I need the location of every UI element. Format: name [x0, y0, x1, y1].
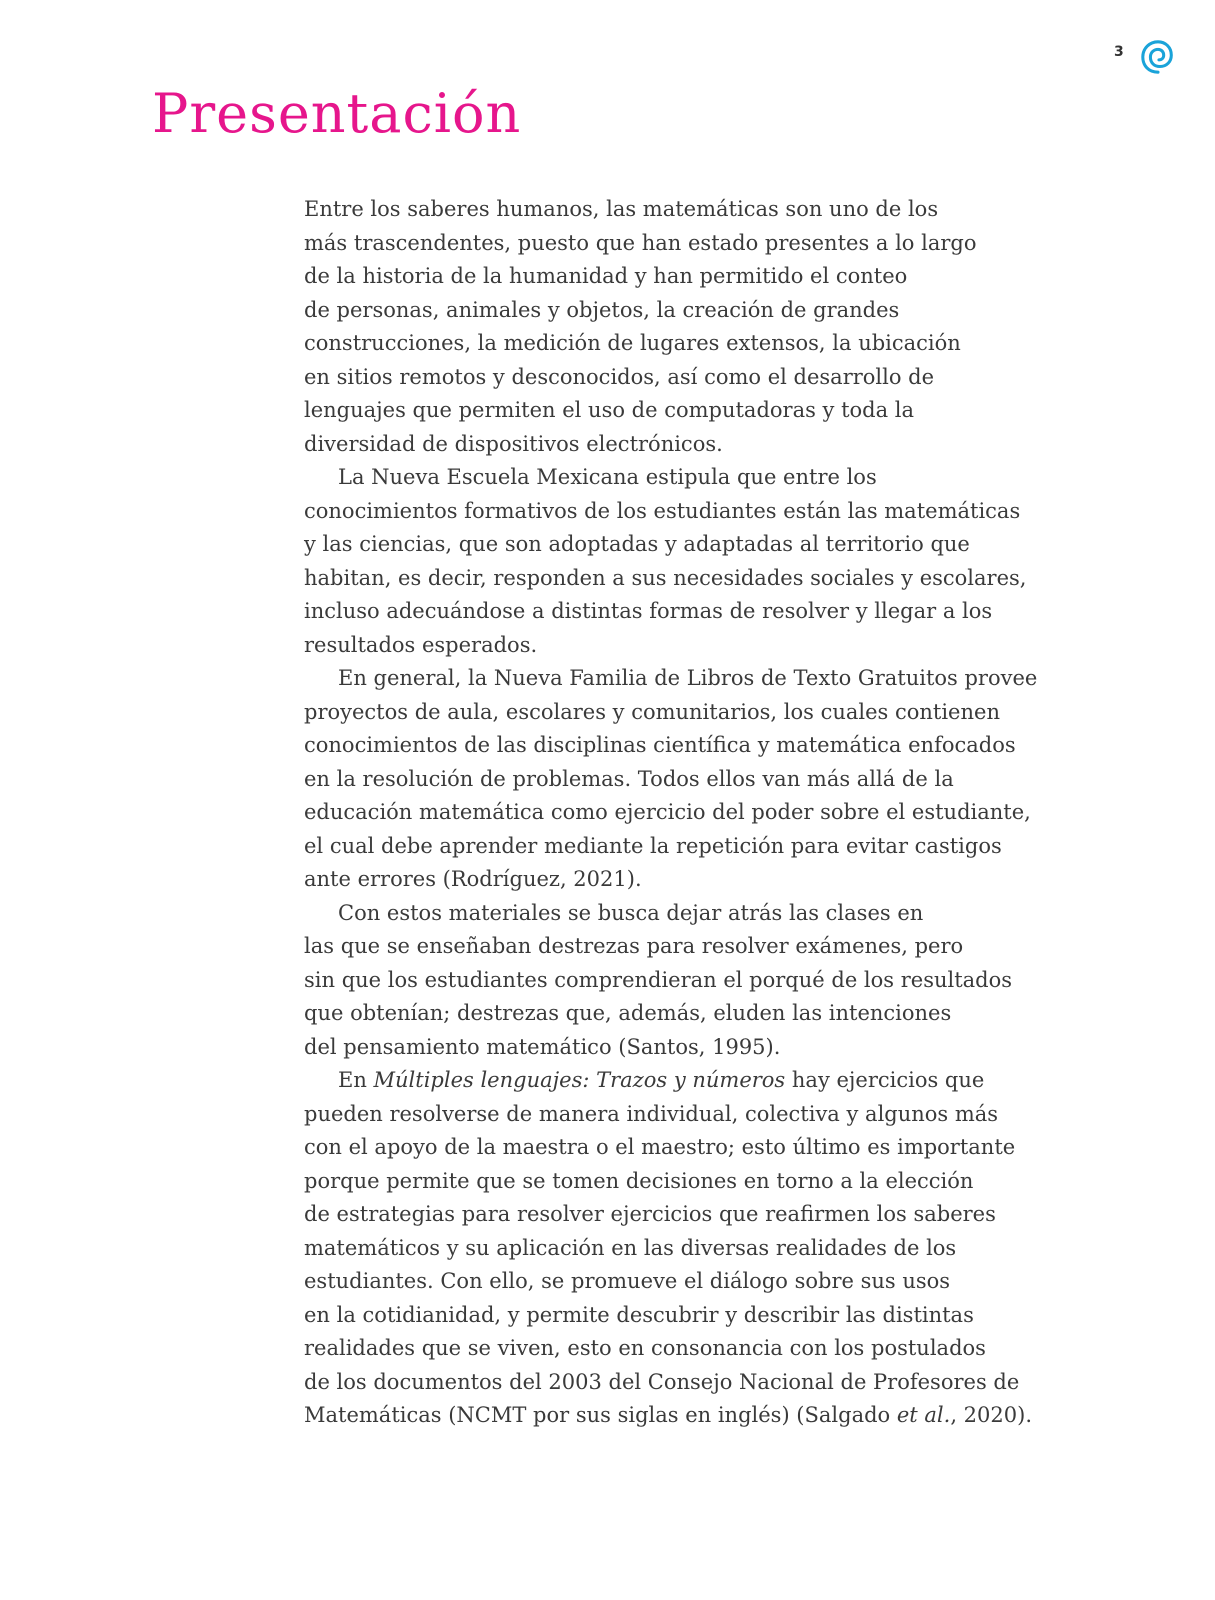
text-line: y las ciencias, que son adoptadas y adaptadas al territorio que — [304, 532, 970, 556]
text-line: porque permite que se tomen decisiones en torno a la elección — [304, 1168, 974, 1193]
text-line: las que se enseñaban destrezas para resolver exámenes, pero — [304, 934, 964, 958]
text-line: proyectos de aula, escolares y comunitarios, los cuales contienen — [304, 699, 1000, 724]
text-segment: Matemáticas (NCMT por sus siglas en inglés) (Salgado — [304, 1403, 897, 1427]
text-line: de personas, animales y objetos, la creación de grandes — [304, 297, 900, 322]
body-text — [304, 193, 1064, 1433]
text-line: diversidad de dispositivos electrónicos. — [304, 431, 723, 456]
text-line: Con estos materiales se busca dejar atrás las clases en — [338, 900, 924, 925]
text-line: La Nueva Escuela Mexicana estipula que entre los — [338, 465, 877, 489]
text-segment: , 2020). — [950, 1403, 1032, 1427]
paragraph-5 — [304, 1064, 1064, 1433]
text-line: del pensamiento matemático (Santos, 1995). — [304, 1034, 781, 1059]
text-line: construcciones, la medición de lugares extensos, la ubicación — [304, 331, 961, 355]
text-line: educación matemática como ejercicio del poder sobre el estudiante, — [304, 800, 1031, 824]
paragraph-3 — [304, 662, 1064, 897]
text-line: con el apoyo de la maestra o el maestro; esto último es importante — [304, 1135, 1016, 1159]
book-title: Múltiples lenguajes: Trazos y números — [373, 1068, 786, 1092]
citation-italic: et al. — [896, 1403, 951, 1427]
text-line: Entre los saberes humanos, las matemáticas son uno de los — [304, 197, 939, 221]
text-segment: hay ejercicios que — [785, 1068, 985, 1092]
page-title: Presentación — [152, 82, 522, 145]
text-line: de estrategias para resolver ejercicios que reafirmen los saberes — [304, 1202, 996, 1226]
text-line: sin que los estudiantes comprendieran el porqué de los resultados — [304, 967, 1013, 992]
text-line: conocimientos de las disciplinas científica y matemática enfocados — [304, 733, 1016, 757]
text-line: realidades que se viven, esto en consonancia con los postulados — [304, 1336, 986, 1360]
text-line: conocimientos formativos de los estudiantes están las matemáticas — [304, 498, 1021, 523]
text-line: en sitios remotos y desconocidos, así como el desarrollo de — [304, 364, 935, 389]
paragraph-2 — [304, 461, 1064, 662]
text-line — [304, 1064, 1064, 1098]
text-line: que obtenían; destrezas que, además, eluden las intenciones — [304, 1001, 952, 1025]
text-line: de los documentos del 2003 del Consejo Nacional de Profesores de — [304, 1369, 1020, 1394]
text-line: incluso adecuándose a distintas formas de resolver y llegar a los — [304, 599, 993, 623]
text-line: resultados esperados. — [304, 632, 538, 657]
text-line: habitan, es decir, responden a sus necesidades sociales y escolares, — [304, 565, 1027, 590]
text-line: ante errores (Rodríguez, 2021). — [304, 867, 642, 891]
text-line: más trascendentes, puesto que han estado presentes a lo largo — [304, 230, 977, 255]
paragraph-4 — [304, 897, 1064, 1065]
text-line: estudiantes. Con ello, se promueve el diálogo sobre sus usos — [304, 1269, 951, 1293]
text-line: lenguajes que permiten el uso de computadoras y toda la — [304, 398, 915, 422]
text-segment: En — [338, 1068, 374, 1092]
text-line: pueden resolverse de manera individual, colectiva y algunos más — [304, 1101, 999, 1126]
spiral-logo-icon — [1139, 38, 1177, 76]
text-line: el cual debe aprender mediante la repetición para evitar castigos — [304, 833, 1002, 858]
text-line — [304, 1399, 1064, 1433]
text-line: En general, la Nueva Familia de Libros de Texto Gratuitos provee — [338, 666, 1038, 690]
text-line: de la historia de la humanidad y han permitido el conteo — [304, 264, 908, 288]
page-number: 3 — [1114, 44, 1124, 60]
text-line: en la resolución de problemas. Todos ellos van más allá de la — [304, 766, 954, 791]
paragraph-1 — [304, 193, 1064, 461]
text-line: matemáticos y su aplicación en las diversas realidades de los — [304, 1235, 957, 1260]
text-line: en la cotidianidad, y permite descubrir y describir las distintas — [304, 1302, 974, 1327]
